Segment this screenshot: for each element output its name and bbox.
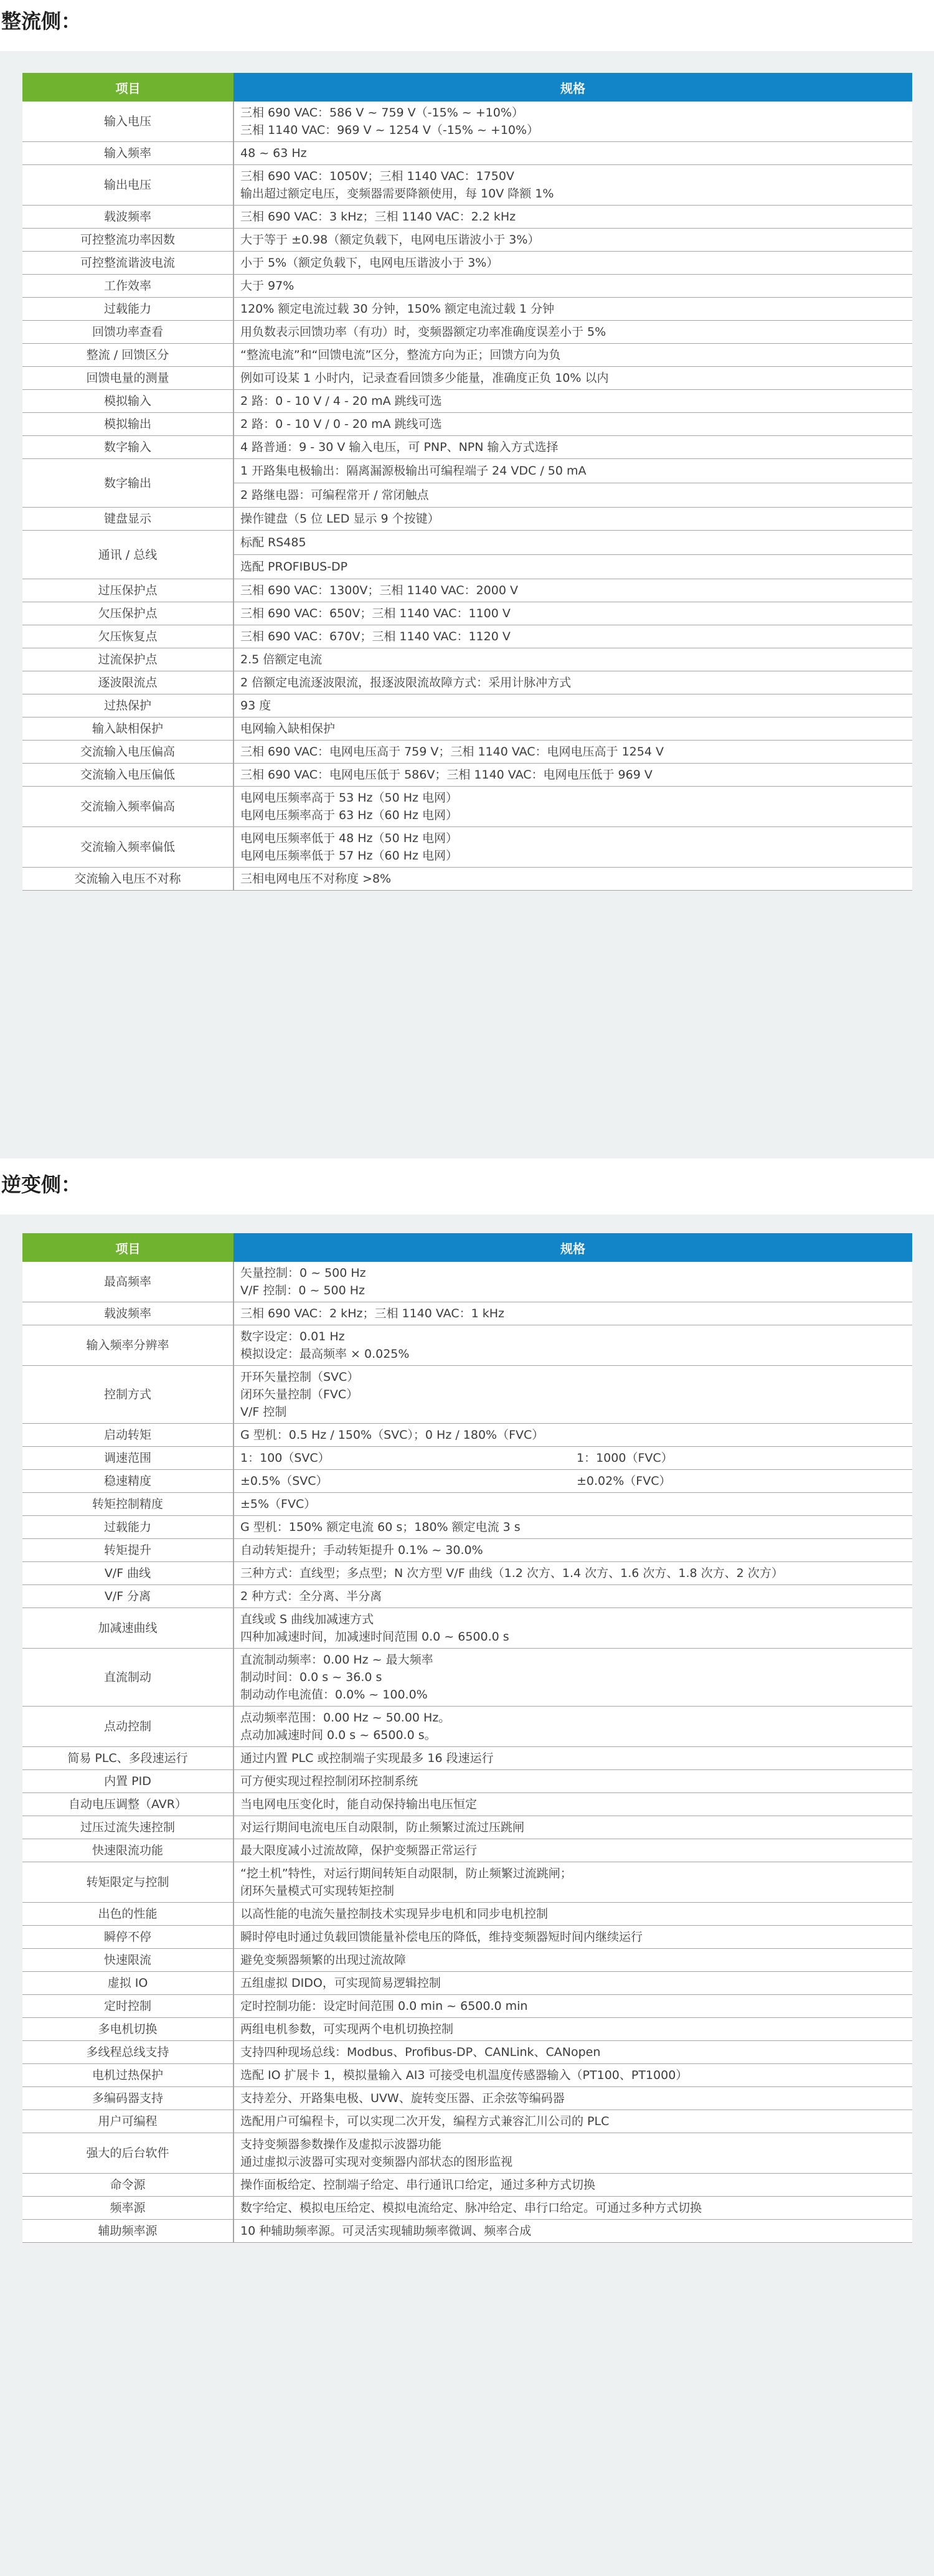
row-label: 交流输入电压不对称 <box>22 868 234 891</box>
table-row <box>22 1262 912 1302</box>
value-line: 矢量控制：0 ~ 500 Hz <box>240 1266 366 1280</box>
row-label: 强大的后台软件 <box>22 2133 234 2174</box>
value-line: 定时控制功能：设定时间范围 0.0 min ~ 6500.0 min <box>240 1999 528 2013</box>
value-line: 两组电机参数，可实现两个电机切换控制 <box>240 2022 454 2036</box>
row-label: 内置 PID <box>22 1770 234 1793</box>
value-line: 2 种方式：全分离、半分离 <box>240 1589 382 1603</box>
value-left: 1：100（SVC） <box>240 1451 330 1465</box>
row-value <box>234 1972 912 1995</box>
row-label: 过压保护点 <box>22 579 234 602</box>
row-label: 过压过流失速控制 <box>22 1816 234 1839</box>
row-value <box>234 741 912 764</box>
row-label: 欠压保护点 <box>22 602 234 625</box>
value-line: 点动频率范围：0.00 Hz ~ 50.00 Hz。 <box>240 1711 451 1725</box>
row-value <box>234 1470 912 1493</box>
value-line: 三相 690 VAC：2 kHz；三相 1140 VAC：1 kHz <box>240 1307 504 1320</box>
value-right: ±0.02%（FVC） <box>577 1474 671 1488</box>
table-row <box>22 102 912 142</box>
row-value <box>234 367 912 390</box>
row-value <box>234 1325 912 1366</box>
value-line: 例如可设某 1 小时内，记录查看回馈多少能量，准确度正负 10% 以内 <box>240 371 609 385</box>
row-label: 简易 PLC、多段速运行 <box>22 1747 234 1770</box>
table-row <box>22 2133 912 2174</box>
row-label: 回馈功率查看 <box>22 321 234 344</box>
row-value <box>234 648 912 671</box>
row-value <box>234 1839 912 1862</box>
row-label: 命令源 <box>22 2174 234 2197</box>
value-line: 三相 690 VAC：电网电压高于 759 V；三相 1140 VAC：电网电压高于 1254 V <box>240 745 664 759</box>
value-line: 三相电网电压不对称度 >8% <box>240 872 392 886</box>
value-line: 当电网电压变化时，能自动保持输出电压恒定 <box>240 1797 478 1811</box>
column-header-item: 项目 <box>22 73 234 102</box>
table-row <box>22 741 912 764</box>
row-label: 逐波限流点 <box>22 671 234 694</box>
value-line: 三相 1140 VAC：969 V ~ 1254 V（-15% ~ +10%） <box>240 123 539 137</box>
row-label: 快速限流功能 <box>22 1839 234 1862</box>
row-value <box>234 2041 912 2064</box>
row-value <box>234 1516 912 1539</box>
row-value <box>234 229 912 252</box>
value-right: 1：1000（FVC） <box>577 1451 673 1465</box>
value-split <box>240 1472 906 1490</box>
value-line: 操作键盘（5 位 LED 显示 9 个按键） <box>240 512 440 526</box>
row-label: 多编码器支持 <box>22 2087 234 2110</box>
row-value <box>234 2133 912 2174</box>
inverter-spec-table <box>22 1233 912 2243</box>
value-line: 支持变频器参数操作及虚拟示波器功能 <box>240 2138 442 2151</box>
table-row <box>22 602 912 625</box>
table-row <box>22 2174 912 2197</box>
table-row <box>22 531 912 579</box>
value-line: 电网电压频率高于 63 Hz（60 Hz 电网） <box>240 808 458 822</box>
row-label: 过热保护 <box>22 694 234 717</box>
row-label: 转矩提升 <box>22 1539 234 1562</box>
row-label: 欠压恢复点 <box>22 625 234 648</box>
table-row <box>22 321 912 344</box>
row-label: 模拟输入 <box>22 390 234 413</box>
row-label: 输入频率 <box>22 142 234 165</box>
table-row <box>22 1949 912 1972</box>
value-line: 避免变频器频繁的出现过流故障 <box>240 1953 407 1967</box>
table-row <box>22 787 912 827</box>
table-row <box>22 1972 912 1995</box>
row-label: 过流保护点 <box>22 648 234 671</box>
row-value <box>234 344 912 367</box>
row-value <box>234 717 912 741</box>
value-line: 48 ~ 63 Hz <box>240 146 307 160</box>
value-line: 四种加减速时间，加减速时间范围 0.0 ~ 6500.0 s <box>240 1630 509 1644</box>
row-value <box>234 764 912 787</box>
value-left: ±0.5%（SVC） <box>240 1474 328 1488</box>
column-header-spec: 规格 <box>234 73 912 102</box>
value-line: 大于等于 ±0.98（额定负载下，电网电压谐波小于 3%） <box>240 233 540 247</box>
value-line: 点动加减速时间 0.0 s ~ 6500.0 s。 <box>240 1728 436 1742</box>
value-line: 直流制动频率：0.00 Hz ~ 最大频率 <box>240 1653 433 1667</box>
row-value <box>234 1447 912 1470</box>
row-value <box>234 206 912 229</box>
row-value <box>234 1770 912 1793</box>
row-label: 最高频率 <box>22 1262 234 1302</box>
value-line: 支持差分、开路集电极、UVW、旋转变压器、正余弦等编码器 <box>240 2091 565 2105</box>
row-label: 输入电压 <box>22 102 234 142</box>
value-line: V/F 控制 <box>240 1405 287 1419</box>
row-value <box>234 1707 912 1747</box>
table-row <box>22 648 912 671</box>
row-label: 整流 / 回馈区分 <box>22 344 234 367</box>
table-row <box>22 1447 912 1470</box>
table-row <box>22 1707 912 1747</box>
value-line: 三相 690 VAC：670V；三相 1140 VAC：1120 V <box>240 630 511 643</box>
row-label: 控制方式 <box>22 1366 234 1424</box>
row-value <box>234 252 912 275</box>
row-label: 过载能力 <box>22 298 234 321</box>
value-line: 小于 5%（额定负载下，电网电压谐波小于 3%） <box>240 256 499 270</box>
value-line: 电网电压频率低于 48 Hz（50 Hz 电网） <box>240 831 458 845</box>
row-value <box>234 1562 912 1585</box>
table-row <box>22 1424 912 1447</box>
table-row <box>22 1585 912 1608</box>
value-line: “挖土机”特性，对运行期间转矩自动限制，防止频繁过流跳闸； <box>240 1867 572 1880</box>
value-line: 120% 额定电流过载 30 分钟，150% 额定电流过载 1 分钟 <box>240 302 555 316</box>
table-row <box>22 275 912 298</box>
value-line: G 型机：0.5 Hz / 150%（SVC）；0 Hz / 180%（FVC） <box>240 1428 544 1442</box>
value-line: 三种方式：直线型；多点型；N 次方型 V/F 曲线（1.2 次方、1.4 次方、1.6 次方、1.8 次方、2 次方） <box>240 1566 783 1580</box>
inverter-heading: 逆变侧： <box>1 1173 82 1196</box>
row-label: 交流输入电压偏高 <box>22 741 234 764</box>
row-value <box>234 1949 912 1972</box>
table-header-row <box>22 73 912 102</box>
row-value <box>234 2220 912 2243</box>
value-line: 用负数表示回馈功率（有功）时，变频器额定功率准确度误差小于 5% <box>240 325 606 339</box>
value-line: 通过内置 PLC 或控制端子实现最多 16 段速运行 <box>240 1751 494 1765</box>
rectifier-spec-table <box>22 73 912 891</box>
row-value <box>234 2174 912 2197</box>
row-label: 调速范围 <box>22 1447 234 1470</box>
table-row <box>22 1793 912 1816</box>
row-label: 辅助频率源 <box>22 2220 234 2243</box>
value-line: V/F 控制：0 ~ 500 Hz <box>240 1284 366 1297</box>
row-label: 交流输入电压偏低 <box>22 764 234 787</box>
value-line: 选配用户可编程卡，可以实现二次开发，编程方式兼容汇川公司的 PLC <box>240 2114 610 2128</box>
row-label: 虚拟 IO <box>22 1972 234 1995</box>
row-value <box>234 275 912 298</box>
value-line: 10 种辅助频率源。可灵活实现辅助频率微调、频率合成 <box>240 2224 532 2238</box>
row-value <box>234 1608 912 1649</box>
table-row <box>22 2087 912 2110</box>
row-value <box>234 1302 912 1325</box>
table-row <box>22 2064 912 2087</box>
row-label: 稳速精度 <box>22 1470 234 1493</box>
value-line: 电网输入缺相保护 <box>240 722 336 736</box>
table-row <box>22 298 912 321</box>
row-value <box>234 321 912 344</box>
row-label: 模拟输出 <box>22 413 234 436</box>
rectifier-heading: 整流侧： <box>1 9 82 33</box>
row-value <box>234 2018 912 2041</box>
table-row <box>22 2220 912 2243</box>
row-value <box>234 1424 912 1447</box>
row-label: 交流输入频率偏高 <box>22 787 234 827</box>
value-line: “整流电流”和“回馈电流”区分，整流方向为正；回馈方向为负 <box>240 348 561 362</box>
table-row <box>22 1608 912 1649</box>
row-value <box>234 694 912 717</box>
table-row <box>22 436 912 459</box>
value-line: 瞬时停电时通过负载回馈能量补偿电压的降低，维持变频器短时间内继续运行 <box>240 1930 643 1944</box>
value-line: 可方便实现过程控制闭环控制系统 <box>240 1774 418 1788</box>
table-row <box>22 229 912 252</box>
value-line: 制动动作电流值：0.0% ~ 100.0% <box>240 1688 428 1702</box>
row-value <box>234 1539 912 1562</box>
row-label: 回馈电量的测量 <box>22 367 234 390</box>
row-label: 频率源 <box>22 2197 234 2220</box>
table-row <box>22 1366 912 1424</box>
value-line: 五组虚拟 DIDO，可实现简易逻辑控制 <box>240 1976 441 1990</box>
table-row <box>22 1516 912 1539</box>
row-label: 工作效率 <box>22 275 234 298</box>
row-label: 转矩控制精度 <box>22 1493 234 1516</box>
row-label: 加减速曲线 <box>22 1608 234 1649</box>
row-label: 定时控制 <box>22 1995 234 2018</box>
row-label: 输入频率分辨率 <box>22 1325 234 1366</box>
value-subrow: 选配 PROFIBUS-DP <box>234 554 912 579</box>
row-value <box>234 508 912 531</box>
row-label: 数字输出 <box>22 459 234 508</box>
row-label: 用户可编程 <box>22 2110 234 2133</box>
table-row <box>22 1926 912 1949</box>
row-value <box>234 1493 912 1516</box>
row-value <box>234 1262 912 1302</box>
row-label: 直流制动 <box>22 1649 234 1707</box>
table-row <box>22 508 912 531</box>
table-row <box>22 2110 912 2133</box>
row-value <box>234 2197 912 2220</box>
row-value <box>234 1903 912 1926</box>
column-header-spec: 规格 <box>234 1233 912 1262</box>
value-split <box>240 1449 906 1467</box>
table-row <box>22 694 912 717</box>
value-line: 数字给定、模拟电压给定、模拟电流给定、脉冲给定、串行口给定。可通过多种方式切换 <box>240 2201 702 2215</box>
row-value <box>234 1793 912 1816</box>
row-value <box>234 2110 912 2133</box>
table-row <box>22 1839 912 1862</box>
value-line: 电网电压频率低于 57 Hz（60 Hz 电网） <box>240 849 458 863</box>
table-row <box>22 764 912 787</box>
row-label: V/F 曲线 <box>22 1562 234 1585</box>
value-line: 操作面板给定、控制端子给定、串行通讯口给定，通过多种方式切换 <box>240 2178 596 2192</box>
table-row <box>22 579 912 602</box>
table-row <box>22 717 912 741</box>
value-line: 三相 690 VAC：1050V；三相 1140 VAC：1750V <box>240 169 514 183</box>
value-line: 2 路：0 - 10 V / 4 - 20 mA 跳线可选 <box>240 394 442 408</box>
table-row <box>22 1903 912 1926</box>
row-value <box>234 1926 912 1949</box>
row-value <box>234 827 912 868</box>
value-subrow: 标配 RS485 <box>240 536 306 549</box>
row-label: 可控整流功率因数 <box>22 229 234 252</box>
row-label: 键盘显示 <box>22 508 234 531</box>
row-label: 启动转矩 <box>22 1424 234 1447</box>
row-label: 多线程总线支持 <box>22 2041 234 2064</box>
row-label: 出色的性能 <box>22 1903 234 1926</box>
row-label: 自动电压调整（AVR） <box>22 1793 234 1816</box>
value-line: ±5%（FVC） <box>240 1497 316 1511</box>
column-header-item: 项目 <box>22 1233 234 1262</box>
table-row <box>22 1562 912 1585</box>
table-row <box>22 1470 912 1493</box>
row-label: 电机过热保护 <box>22 2064 234 2087</box>
row-value <box>234 142 912 165</box>
table-row <box>22 827 912 868</box>
row-value <box>234 298 912 321</box>
row-value <box>234 459 912 508</box>
row-value <box>234 625 912 648</box>
row-value <box>234 1366 912 1424</box>
value-line: 三相 690 VAC：650V；三相 1140 VAC：1100 V <box>240 607 511 620</box>
value-line: 2.5 倍额定电流 <box>240 653 323 666</box>
value-line: 4 路普通：9 - 30 V 输入电压，可 PNP、NPN 输入方式选择 <box>240 440 559 454</box>
table-row <box>22 459 912 508</box>
row-value <box>234 671 912 694</box>
value-line: 93 度 <box>240 699 271 713</box>
row-label: 快速限流 <box>22 1949 234 1972</box>
table-row <box>22 165 912 206</box>
row-label: 载波频率 <box>22 1302 234 1325</box>
table-row <box>22 1816 912 1839</box>
value-line: 数字设定：0.01 Hz <box>240 1330 345 1343</box>
row-label: 输出电压 <box>22 165 234 206</box>
table-row <box>22 1649 912 1707</box>
table-row <box>22 252 912 275</box>
row-value <box>234 868 912 891</box>
row-value <box>234 390 912 413</box>
value-line: 以高性能的电流矢量控制技术实现异步电机和同步电机控制 <box>240 1907 549 1921</box>
value-line: 自动转矩提升；手动转矩提升 0.1% ~ 30.0% <box>240 1543 483 1557</box>
row-value <box>234 579 912 602</box>
value-line: 通过虚拟示波器可实现对变频器内部状态的图形监视 <box>240 2155 513 2169</box>
row-label: 转矩限定与控制 <box>22 1862 234 1903</box>
value-line: 选配 IO 扩展卡 1，模拟量输入 AI3 可接受电机温度传感器输入（PT100、PT1000） <box>240 2068 688 2082</box>
row-label: 多电机切换 <box>22 2018 234 2041</box>
value-line: 模拟设定：最高频率 × 0.025% <box>240 1347 410 1361</box>
value-line: 支持四种现场总线：Modbus、Profibus-DP、CANLink、CANopen <box>240 2045 601 2059</box>
table-header-row <box>22 1233 912 1262</box>
table-row <box>22 868 912 891</box>
row-value <box>234 1585 912 1608</box>
row-label: 瞬停不停 <box>22 1926 234 1949</box>
value-subrow: 1 开路集电极输出：隔离漏源极输出可编程端子 24 VDC / 50 mA <box>240 464 587 478</box>
table-row <box>22 390 912 413</box>
row-label: 交流输入频率偏低 <box>22 827 234 868</box>
value-subrow: 2 路继电器：可编程常开 / 常闭触点 <box>234 483 912 507</box>
row-value <box>234 2064 912 2087</box>
value-line: 制动时间：0.0 s ~ 36.0 s <box>240 1670 382 1684</box>
table-row <box>22 1302 912 1325</box>
table-row <box>22 1539 912 1562</box>
row-label: 通讯 / 总线 <box>22 531 234 579</box>
value-line: 2 倍额定电流逐波限流，报逐波限流故障方式：采用计脉冲方式 <box>240 676 572 689</box>
value-line: 闭环矢量模式可实现转矩控制 <box>240 1884 395 1898</box>
table-row <box>22 344 912 367</box>
table-row <box>22 1325 912 1366</box>
value-line: G 型机：150% 额定电流 60 s；180% 额定电流 3 s <box>240 1520 521 1534</box>
value-line: 三相 690 VAC：电网电压低于 586V；三相 1140 VAC：电网电压低于 969 V <box>240 768 653 782</box>
table-row <box>22 1770 912 1793</box>
value-line: 开环矢量控制（SVC） <box>240 1370 359 1384</box>
row-value <box>234 436 912 459</box>
table-row <box>22 367 912 390</box>
row-value <box>234 2087 912 2110</box>
table-row <box>22 2041 912 2064</box>
row-value <box>234 602 912 625</box>
table-row <box>22 142 912 165</box>
row-value <box>234 1816 912 1839</box>
row-label: 数字输入 <box>22 436 234 459</box>
value-line: 最大限度减小过流故障，保护变频器正常运行 <box>240 1844 478 1857</box>
row-value <box>234 1995 912 2018</box>
value-line: 三相 690 VAC：586 V ~ 759 V（-15% ~ +10%） <box>240 106 524 120</box>
row-value <box>234 787 912 827</box>
value-line: 闭环矢量控制（FVC） <box>240 1388 359 1401</box>
value-line: 2 路：0 - 10 V / 0 - 20 mA 跳线可选 <box>240 417 442 431</box>
row-value <box>234 102 912 142</box>
row-value <box>234 1862 912 1903</box>
row-label: 过载能力 <box>22 1516 234 1539</box>
table-row <box>22 413 912 436</box>
value-line: 电网电压频率高于 53 Hz（50 Hz 电网） <box>240 791 458 805</box>
table-row <box>22 1862 912 1903</box>
row-label: V/F 分离 <box>22 1585 234 1608</box>
table-row <box>22 1995 912 2018</box>
row-value <box>234 413 912 436</box>
table-row <box>22 2018 912 2041</box>
value-line: 大于 97% <box>240 279 295 293</box>
table-row <box>22 1747 912 1770</box>
row-value <box>234 1747 912 1770</box>
value-line: 三相 690 VAC：3 kHz；三相 1140 VAC：2.2 kHz <box>240 210 516 224</box>
row-label: 点动控制 <box>22 1707 234 1747</box>
value-line: 三相 690 VAC：1300V；三相 1140 VAC：2000 V <box>240 584 518 597</box>
row-label: 载波频率 <box>22 206 234 229</box>
table-row <box>22 2197 912 2220</box>
row-value <box>234 165 912 206</box>
value-line: 直线或 S 曲线加减速方式 <box>240 1612 374 1626</box>
row-label: 可控整流谐波电流 <box>22 252 234 275</box>
table-row <box>22 1493 912 1516</box>
value-line: 输出超过额定电压，变频器需要降额使用，每 10V 降额 1% <box>240 187 554 201</box>
row-value <box>234 531 912 579</box>
row-label: 输入缺相保护 <box>22 717 234 741</box>
table-row <box>22 206 912 229</box>
value-line: 对运行期间电流电压自动限制，防止频繁过流过压跳闸 <box>240 1821 525 1834</box>
table-row <box>22 671 912 694</box>
row-value <box>234 1649 912 1707</box>
table-row <box>22 625 912 648</box>
